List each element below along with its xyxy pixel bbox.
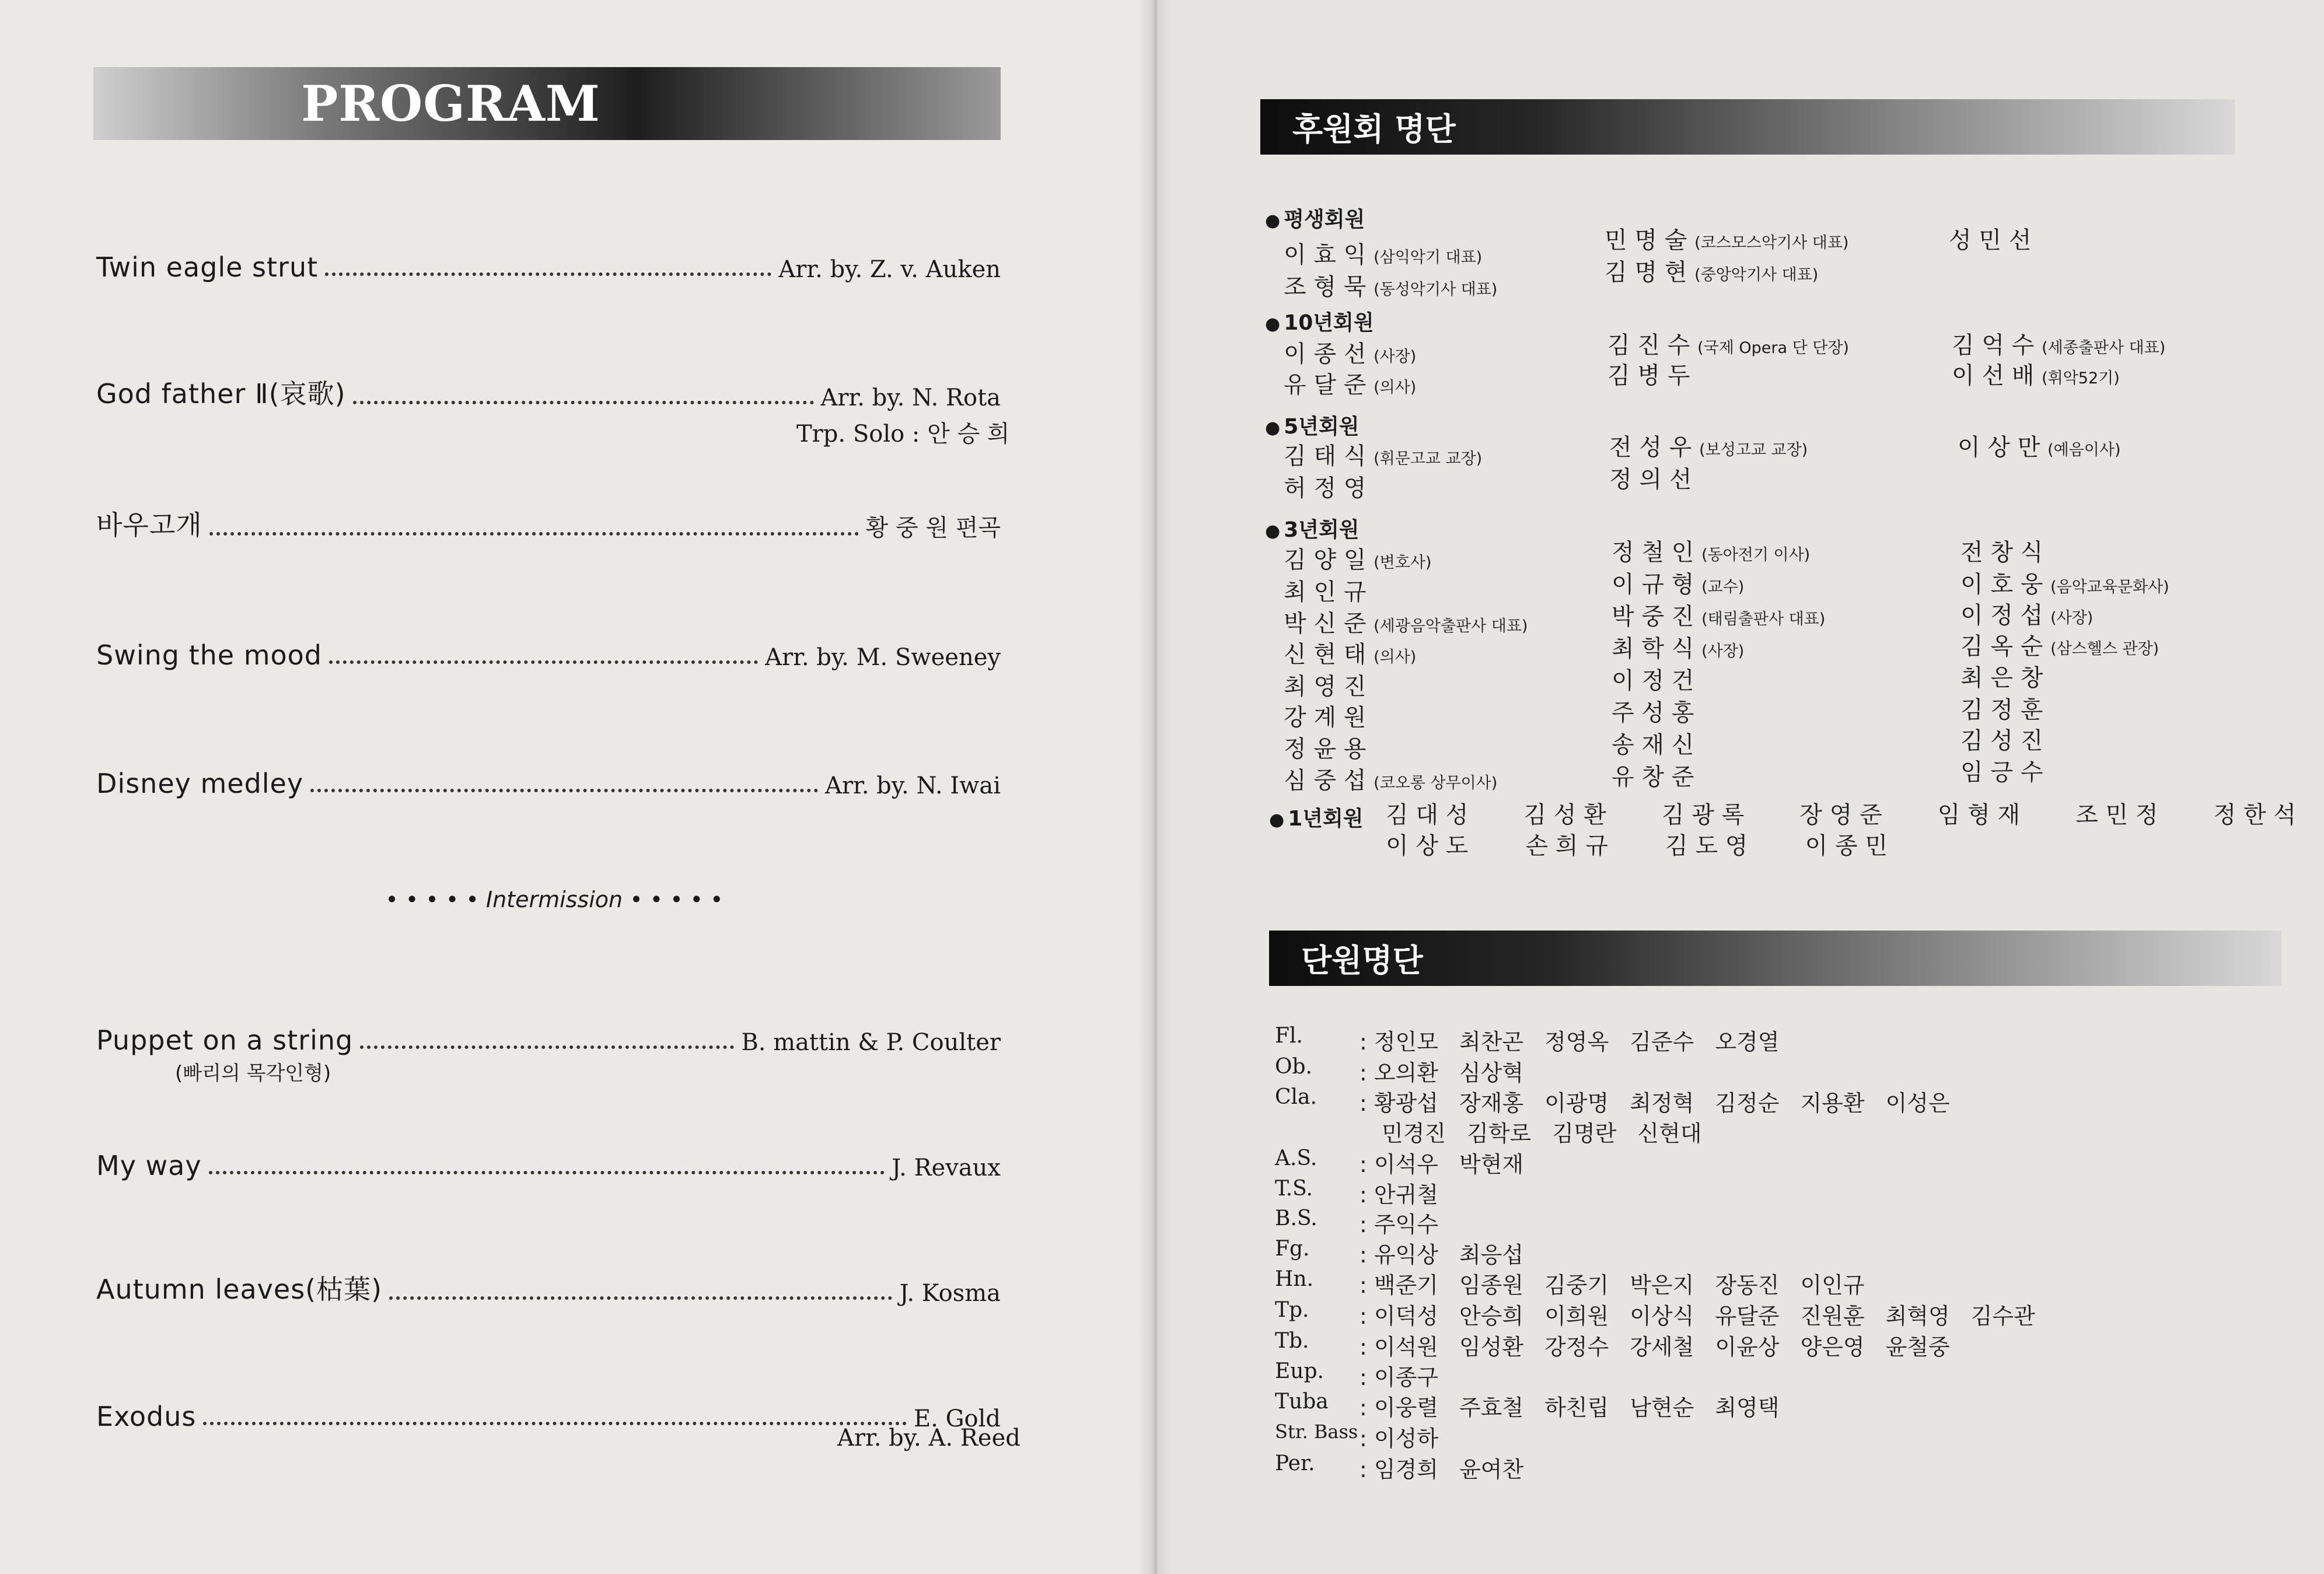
supporter-name: 이 종 선 (사장) [1284,341,1417,368]
program-page [0,0,1152,1574]
leader-dots [360,1045,734,1049]
supporter-name: 김 대 성 [1386,802,1469,828]
leader-dots [353,401,814,404]
program-item [96,370,1001,411]
supporter-name: 전 성 우 (보성고교 교장) [1609,434,1808,461]
member-names: : 이웅렬 주효철 하친립 남현순 최영택 [1360,1395,1780,1421]
supporter-name: 김 명 현 (중앙악기사 대표) [1605,259,1819,286]
member-names: : 정인모 최찬곤 정영옥 김준수 오경열 [1360,1029,1780,1055]
piece-title: Swing the mood [96,639,322,671]
one-year-names-line2 [1386,827,1888,861]
instrument-label: A.S. [1275,1146,1317,1170]
member-names: : 이석원 임성환 강정수 강세철 이윤상 양은영 윤철중 [1360,1334,1950,1360]
supporter-name: 민 명 술 (코스모스악기사 대표) [1605,227,1849,254]
supporter-name: 정 의 선 [1609,466,1692,493]
instrument-label: Eup. [1275,1359,1324,1383]
instrument-label: Str. Bass [1275,1421,1358,1443]
piece-title: God father Ⅱ(哀歌) [96,378,346,410]
supporter-name: 김 병 두 [1607,362,1690,389]
program-banner-title: PROGRAM [301,75,600,132]
supporter-name: 정 철 인 (동아전기 이사) [1612,539,1811,566]
member-names: : 주익수 [1360,1212,1438,1237]
member-names: : 이성하 [1360,1426,1438,1451]
leader-dots [329,660,758,664]
members-banner-title: 단원명단 [1301,942,1423,979]
supporter-name: 이 선 배 (휘악52기) [1952,362,2120,389]
piece-title: Puppet on a string [96,1024,354,1056]
supporter-name: 최 은 창 [1960,664,2043,691]
supporters-banner-title: 후원회 명단 [1292,111,1456,148]
supporter-name: 성 민 선 [1949,227,2032,254]
supporter-name: 최 인 규 [1284,579,1367,606]
leader-dots [389,1296,892,1300]
supporter-name: 김 진 수 (국제 Opera 단 단장) [1607,332,1849,359]
supporter-name: 김 억 수 (세종출판사 대표) [1952,332,2166,359]
supporter-name: 김 정 훈 [1960,697,2043,723]
piece-subtitle: (빠리의 목각인형) [175,1062,331,1085]
supporter-name: 심 중 섭 (코오롱 상무이사) [1284,767,1498,794]
supporter-name: 유 창 준 [1612,764,1694,791]
five-year-label: ● 5년회원 [1265,415,1360,439]
instrument-label: Hn. [1275,1267,1314,1291]
piece-arranger: J. Kosma [899,1280,1001,1307]
supporter-name: 주 성 홍 [1612,699,1694,726]
piece-arranger: J. Revaux [892,1155,1001,1181]
piece-arranger: Arr. by. N. Iwai [824,772,1001,799]
ten-year-label: ● 10년회원 [1265,311,1374,335]
piece-arranger: E. Gold [913,1405,1001,1432]
supporter-name: 유 달 준 (의사) [1284,372,1417,398]
page-gutter [1138,0,1173,1574]
supporter-name: 임 긍 수 [1960,759,2043,786]
piece-title: Autumn leaves(枯葉) [96,1274,383,1305]
supporters-banner [1260,99,2235,155]
supporter-name: 이 효 익 (삼익악기 대표) [1284,242,1483,268]
supporter-name: 이 규 형 (교수) [1612,571,1745,598]
supporter-name: 김 도 영 [1665,833,1748,859]
instrument-label: Cla. [1275,1085,1317,1109]
supporter-name: 최 학 식 (사장) [1612,635,1745,662]
member-names: : 백준기 임종원 김중기 박은지 장동진 이인규 [1360,1272,1865,1298]
piece-title: 바우고개 [96,509,202,541]
supporter-name: 정 윤 용 [1284,736,1367,762]
supporter-name: 김 성 진 [1960,727,2043,754]
piece-title: Twin eagle strut [96,251,319,283]
member-names: 민경진 김학로 김명란 신현대 [1382,1121,1702,1146]
supporter-name: 전 창 식 [1960,539,2043,566]
supporter-name: 박 중 진 (태림출판사 대표) [1612,603,1826,630]
member-names: : 황광섭 장재홍 이광명 최정혁 김정순 지용환 이성은 [1360,1090,1950,1116]
supporter-name: 김 광 록 [1661,802,1745,828]
piece-arranger: Arr. by. Z. v. Auken [778,256,1001,283]
leader-dots [325,272,771,276]
supporter-name: 이 정 건 [1612,667,1694,694]
instrument-label: Ob. [1275,1055,1313,1079]
three-year-label: ● 3년회원 [1265,518,1360,542]
leader-dots [203,1422,907,1425]
supporter-name: 허 정 영 [1284,475,1367,502]
supporter-name: 강 계 원 [1284,704,1367,731]
intermission: • • • • • Intermission • • • • • [385,887,724,912]
piece-title: Disney medley [96,768,304,799]
supporter-name: 이 정 섭 (사장) [1960,602,2094,629]
supporter-name: 송 재 신 [1612,732,1694,758]
supporter-name: 박 신 준 (세광음악출판사 대표) [1284,610,1528,637]
instrument-label: Fg. [1275,1237,1310,1261]
piece-arranger: Arr. by. N. Rota [820,384,1001,411]
supporter-name: 김 태 식 (휘문고교 교장) [1284,443,1483,470]
program-item [96,630,1001,671]
supporter-name: 이 상 도 [1386,833,1469,859]
instrument-label: Per. [1275,1451,1315,1475]
piece-arranger: 황 중 원 편곡 [865,515,1001,541]
lifetime-label: ● 평생회원 [1265,208,1365,232]
one-year-names-line1 [1386,796,2296,830]
instrument-label: T.S. [1275,1177,1313,1201]
program-banner [93,67,1001,140]
member-names: : 유익상 최응섭 [1360,1242,1524,1268]
member-names: : 임경희 윤여찬 [1360,1457,1524,1482]
members-banner [1269,931,2281,986]
instrument-label: Tuba [1275,1390,1329,1414]
one-year-label: ● 1년회원 [1269,807,1364,831]
piece-arranger: B. mattin & P. Coulter [741,1029,1001,1056]
member-names: : 오의환 심상혁 [1360,1060,1524,1086]
supporter-name: 장 영 준 [1799,802,1882,828]
supporter-name: 이 호 웅 (음악교육문화사) [1960,571,2169,598]
program-item [96,502,1001,543]
leader-dots [209,532,859,536]
instrument-label: Tb. [1275,1329,1309,1353]
supporter-name: 조 형 묵 (동성악기사 대표) [1284,274,1498,300]
member-names: : 이덕성 안승희 이희원 이상식 유달준 진원훈 최혁영 김수관 [1360,1303,2035,1329]
supporter-name: 조 민 정 [2075,802,2158,828]
piece-soloist: Trp. Solo : 안 승 희 [796,421,1010,447]
piece-arranger-second: Arr. by. A. Reed [837,1425,1021,1451]
supporter-name: 김 양 일 (변호사) [1284,547,1432,573]
piece-arranger: Arr. by. M. Sweeney [765,644,1001,671]
instrument-label: B.S. [1275,1206,1317,1230]
program-item [96,1141,1001,1181]
supporter-name: 김 옥 순 (삼스헬스 관장) [1960,633,2159,660]
supporter-name: 정 한 석 [2213,802,2296,828]
program-item [96,1266,1001,1307]
supporter-name: 이 종 민 [1805,833,1888,859]
leader-dots [209,1171,885,1174]
supporter-name: 임 형 재 [1937,802,2021,828]
supporter-name: 이 상 만 (예음이사) [1958,434,2121,461]
member-names: : 이종구 [1360,1365,1438,1390]
instrument-label: Fl. [1275,1024,1303,1048]
supporter-name: 손 희 규 [1525,833,1608,859]
supporter-name: 김 성 환 [1523,802,1606,828]
program-item [96,242,1001,283]
member-names: : 이석우 박현재 [1360,1152,1524,1177]
piece-title: My way [96,1150,202,1181]
supporter-name: 최 영 진 [1284,673,1367,700]
program-item [96,1015,1001,1056]
program-item [96,758,1001,799]
supporter-name: 신 현 태 (의사) [1284,641,1417,668]
leader-dots [310,789,818,792]
piece-title: Exodus [96,1401,197,1432]
instrument-label: Tp. [1275,1298,1309,1322]
member-names: : 안귀철 [1360,1182,1438,1208]
